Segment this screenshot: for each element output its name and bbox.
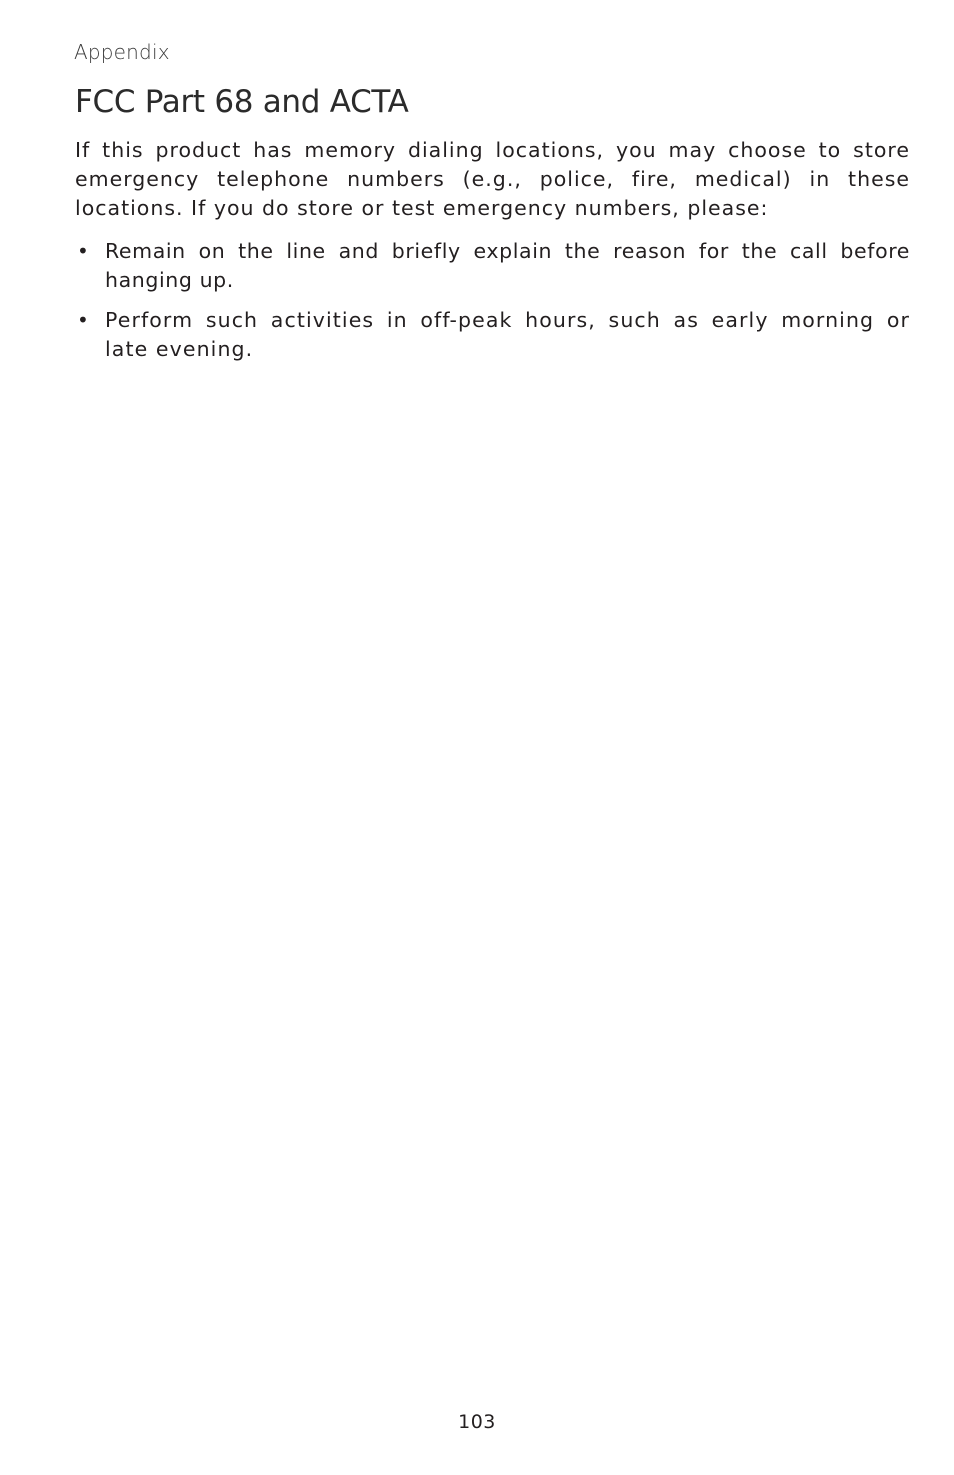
bullet-list [75, 237, 910, 364]
list-item [75, 306, 910, 364]
list-item-text: Remain on the line and briefly explain the reason for the call before hanging up. [105, 239, 910, 292]
page-title: FCC Part 68 and ACTA [75, 84, 409, 120]
content-body [75, 136, 910, 375]
page-number: 103 [458, 1411, 496, 1433]
list-item [75, 237, 910, 295]
list-item-text: Perform such activities in off-peak hours, such as early morning or late evening. [105, 308, 910, 361]
intro-paragraph: If this product has memory dialing locations, you may choose to store emergency telephone numbers (e.g., police, fire, medical) in these locations. If you do store or test emergency numbers, please: [75, 138, 910, 220]
bullet-icon: • [77, 308, 90, 332]
section-label: Appendix [74, 40, 170, 64]
bullet-icon: • [77, 239, 90, 263]
